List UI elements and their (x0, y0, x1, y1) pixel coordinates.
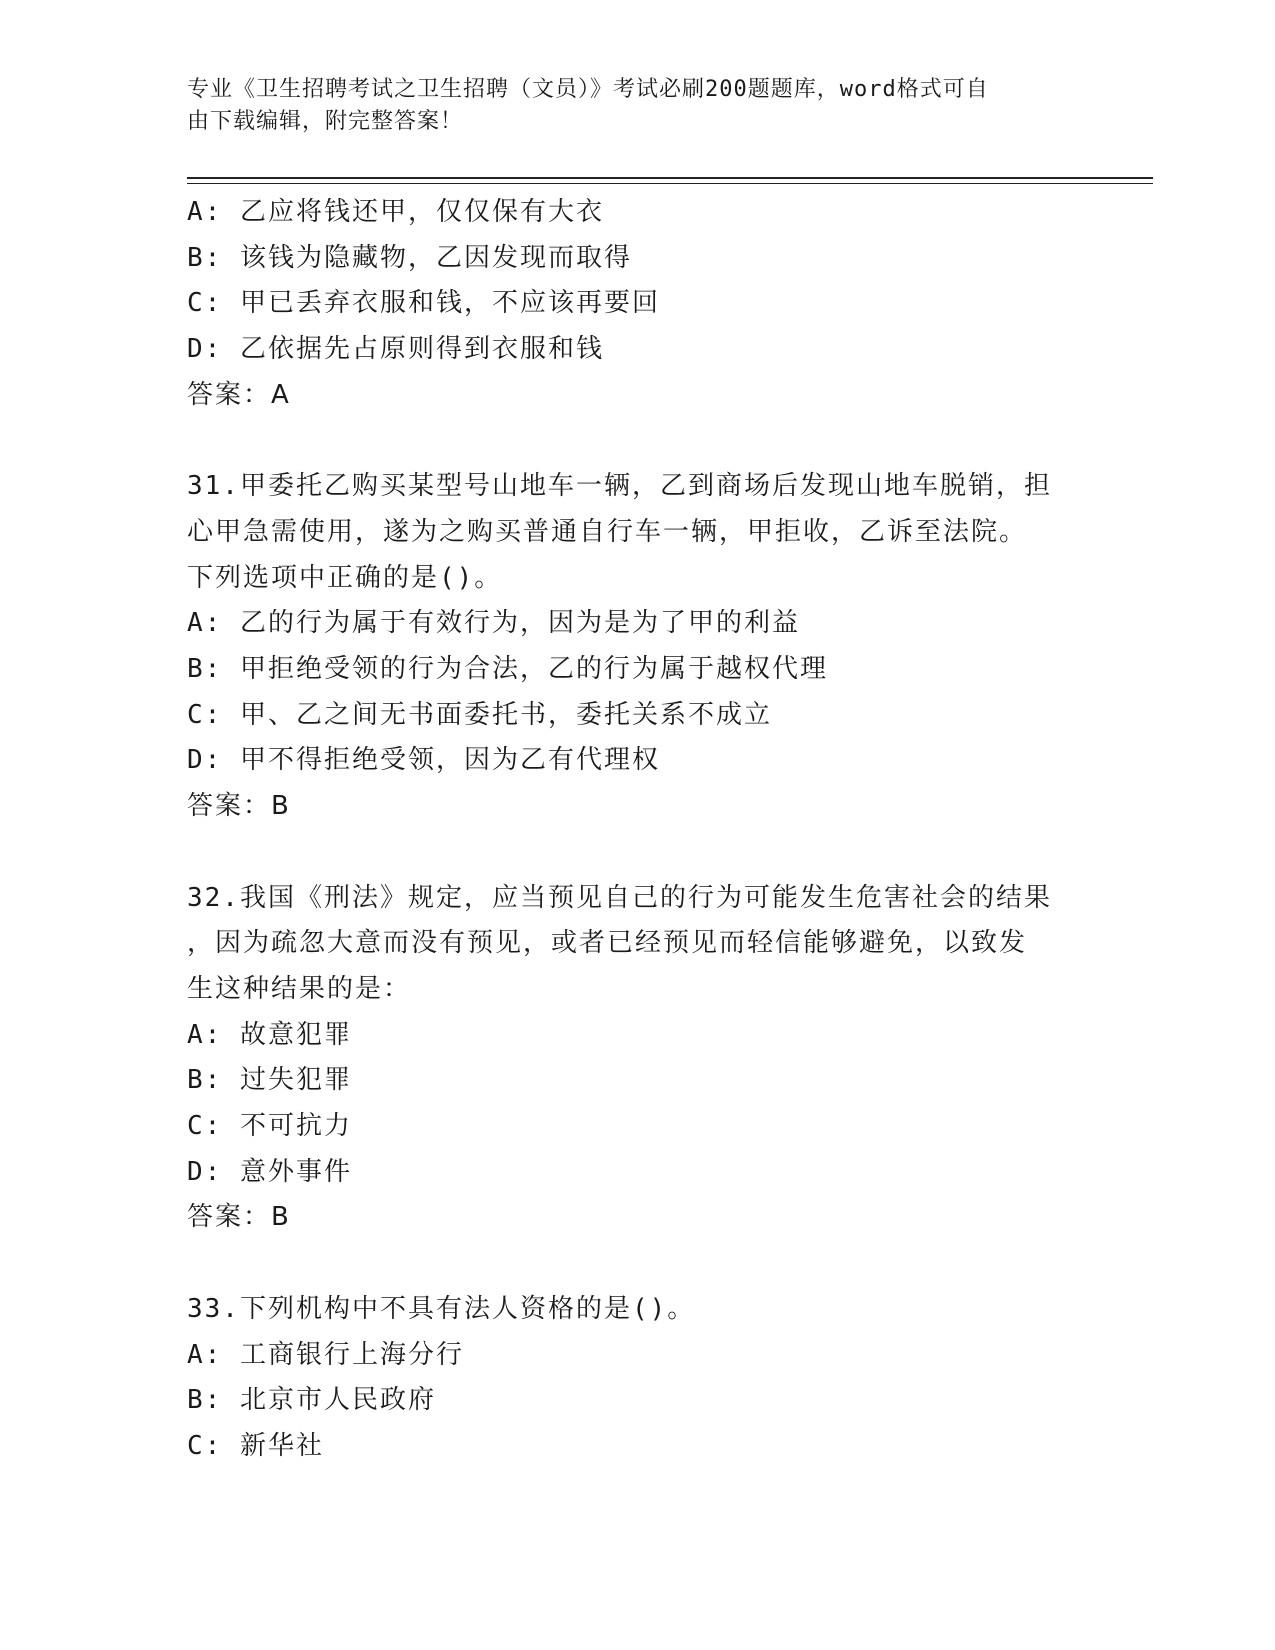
question-stem-line: 下列选项中正确的是()。 (187, 562, 503, 593)
question-31 (187, 464, 1087, 830)
header-rule-thick (187, 177, 1153, 179)
option-b: B: 过失犯罪 (187, 1065, 352, 1096)
option-a: A: 工商银行上海分行 (187, 1339, 464, 1370)
question-stem-line: 生这种结果的是： (187, 973, 412, 1004)
option-d: D: 甲不得拒绝受领，因为乙有代理权 (187, 745, 660, 776)
answer: 答案：B (187, 1202, 291, 1233)
question-stem-line: 33.下列机构中不具有法人资格的是()。 (187, 1293, 696, 1324)
question-stem-line: 32.我国《刑法》规定，应当预见自己的行为可能发生危害社会的结果 (187, 882, 1052, 913)
option-a: A: 乙的行为属于有效行为，因为是为了甲的利益 (187, 608, 800, 639)
option-c: C: 甲已丢弃衣服和钱，不应该再要回 (187, 288, 660, 319)
question-33 (187, 1287, 1087, 1470)
question-30 (187, 190, 1087, 419)
option-b: B: 北京市人民政府 (187, 1385, 436, 1416)
spacer (187, 1241, 1087, 1287)
option-c: C: 新华社 (187, 1430, 324, 1461)
question-stem-line: 31.甲委托乙购买某型号山地车一辆，乙到商场后发现山地车脱销，担 (187, 471, 1052, 502)
answer: 答案：B (187, 791, 291, 822)
option-a: A: 乙应将钱还甲，仅仅保有大衣 (187, 197, 604, 227)
question-32 (187, 876, 1087, 1242)
option-b: B: 该钱为隐藏物，乙因发现而取得 (187, 242, 632, 273)
header-line-1: 专业《卫生招聘考试之卫生招聘（文员）》考试必刷200题题库，word格式可自 (187, 77, 989, 102)
document-header (187, 74, 1067, 138)
option-c: C: 不可抗力 (187, 1111, 352, 1142)
question-stem-line: 心甲急需使用，遂为之购买普通自行车一辆，甲拒收，乙诉至法院。 (187, 516, 1028, 547)
option-b: B: 甲拒绝受领的行为合法，乙的行为属于越权代理 (187, 654, 828, 685)
header-line-2: 由下载编辑，附完整答案！ (187, 109, 464, 134)
option-d: D: 意外事件 (187, 1156, 352, 1187)
answer: 答案：A (187, 379, 291, 410)
option-c: C: 甲、乙之间无书面委托书，委托关系不成立 (187, 699, 772, 730)
document-body (187, 190, 1087, 1470)
option-a: A: 故意犯罪 (187, 1019, 352, 1050)
spacer (187, 830, 1087, 876)
question-stem-line: ，因为疏忽大意而没有预见，或者已经预见而轻信能够避免，以致发 (187, 928, 1028, 959)
spacer (187, 419, 1087, 465)
header-rule-thin (187, 183, 1153, 184)
option-d: D: 乙依据先占原则得到衣服和钱 (187, 334, 604, 365)
